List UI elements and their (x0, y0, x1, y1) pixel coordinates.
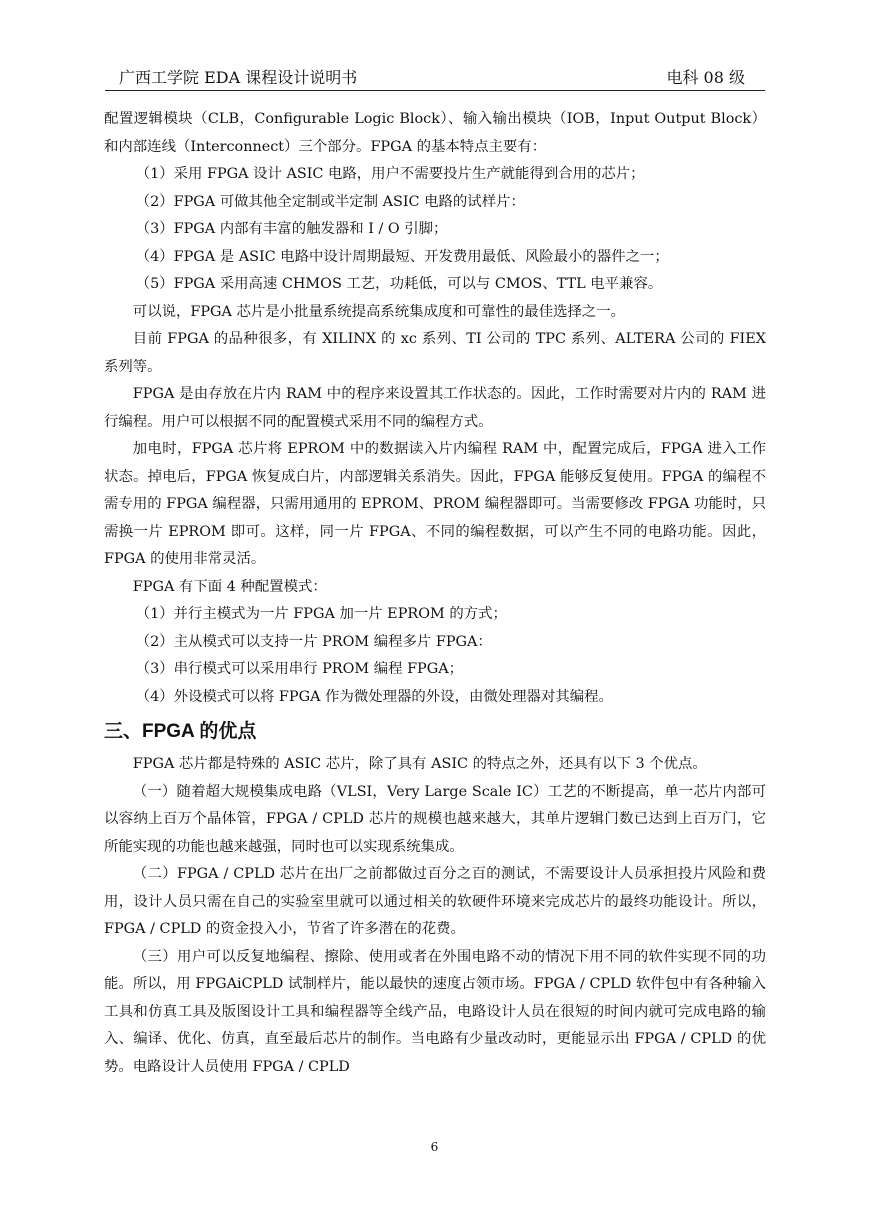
header-class: 电科 08 级 (666, 68, 745, 87)
advantage-2: （二）FPGA / CPLD 芯片在出厂之前都做过百分之百的测试，不需要设计人员承担投片风险和费用，设计人员只需在自己的实验室里就可以通过相关的软硬件环境来完成芯片的最终功能设计。所以，FPGA / CPLD 的资金投入小，节省了许多潜在的花费。 (104, 866, 766, 937)
feature-item-2: （2）FPGA 可做其他全定制或半定制 ASIC 电路的试样片： (135, 193, 525, 210)
paragraph-summary: 可以说，FPGA 芯片是小批量系统提高系统集成度和可靠性的最佳选择之一。 (132, 303, 626, 320)
advantage-3: （三）用户可以反复地编程、擦除、使用或者在外围电路不动的情况下用不同的软件实现不同的功能。所以，用 FPGAiCPLD 试制样片，能以最快的速度占领市场。FPGA / CPLD 软件包中有各种输入工具和仿真工具及版图设计工具和编程器等全线产品，电路设计人员在很短的时间内就可完成电路的输入、编译、优化、仿真，直至最后芯片的制作。当电路有少量改动时，更能显示出 FPGA / CPLD 的优势。电路设计人员使用 FPGA / CPLD (104, 948, 766, 1075)
paragraph-ram-config: FPGA 是由存放在片内 RAM 中的程序来设置其工作状态的。因此，工作时需要对片内的 RAM 进行编程。用户可以根据不同的配置模式采用不同的编程方式。 (104, 386, 766, 430)
mode-item-3: （3）串行模式可以采用串行 PROM 编程 FPGA； (135, 661, 464, 677)
document-body (104, 106, 766, 1081)
paragraph-advantages-intro: FPGA 芯片都是特殊的 ASIC 芯片，除了具有 ASIC 的特点之外，还具有以下 3 个优点。 (132, 756, 707, 772)
section-heading: 三、FPGA 的优点 (104, 721, 257, 742)
mode-item-1: （1）并行主模式为一片 FPGA 加一片 EPROM 的方式； (135, 606, 507, 622)
paragraph-modes-intro: FPGA 有下面 4 种配置模式： (132, 578, 327, 595)
feature-item-5: （5）FPGA 采用高速 CHMOS 工艺，功耗低，可以与 CMOS、TTL 电平兼容。 (135, 276, 663, 292)
mode-item-4: （4）外设模式可以将 FPGA 作为微处理器的外设，由微处理器对其编程。 (135, 688, 613, 705)
feature-item-1: （1）采用 FPGA 设计 ASIC 电路，用户不需要投片生产就能得到合用的芯片； (135, 166, 645, 182)
feature-item-4: （4）FPGA 是 ASIC 电路中设计周期最短、开发费用最低、风险最小的器件之一； (135, 248, 669, 265)
paragraph-varieties: 目前 FPGA 的品种很多，有 XILINX 的 xc 系列、TI 公司的 TPC 系列、ALTERA 公司的 FIEX 系列等。 (104, 331, 766, 375)
paragraph-power-on: 加电时，FPGA 芯片将 EPROM 中的数据读入片内编程 RAM 中，配置完成后，FPGA 进入工作状态。掉电后，FPGA 恢复成白片，内部逻辑关系消失。因此，FPGA 能够反复使用。FPGA 的编程不需专用的 FPGA 编程器，只需用通用的 EPROM、PROM 编程器即可。当需要修改 FPGA 功能时，只需换一片 EPROM 即可。这样，同一片 FPGA、不同的编程数据，可以产生不同的电路功能。因此，FPGA 的使用非常灵活。 (104, 441, 766, 567)
mode-item-2: （2）主从模式可以支持一片 PROM 编程多片 FPGA： (135, 633, 492, 650)
page-number: 6 (430, 1140, 439, 1154)
page-header (105, 60, 765, 91)
header-title: 广西工学院 EDA 课程设计说明书 (119, 68, 358, 87)
feature-item-3: （3）FPGA 内部有丰富的触发器和 I / O 引脚； (135, 221, 448, 237)
paragraph-intro: 配置逻辑模块（CLB，Configurable Logic Block）、输入输出模块（IOB，Input Output Block）和内部连线（Interconnect）三个部分。FPGA 的基本特点主要有： (104, 111, 766, 155)
advantage-1: （一）随着超大规模集成电路（VLSI，Very Large Scale IC）工艺的不断提高，单一芯片内部可以容纳上百万个晶体管，FPGA / CPLD 芯片的规模也越来越大，其单片逻辑门数已达到上百万门，它所能实现的功能也越来越强，同时也可以实现系统集成。 (104, 783, 766, 855)
